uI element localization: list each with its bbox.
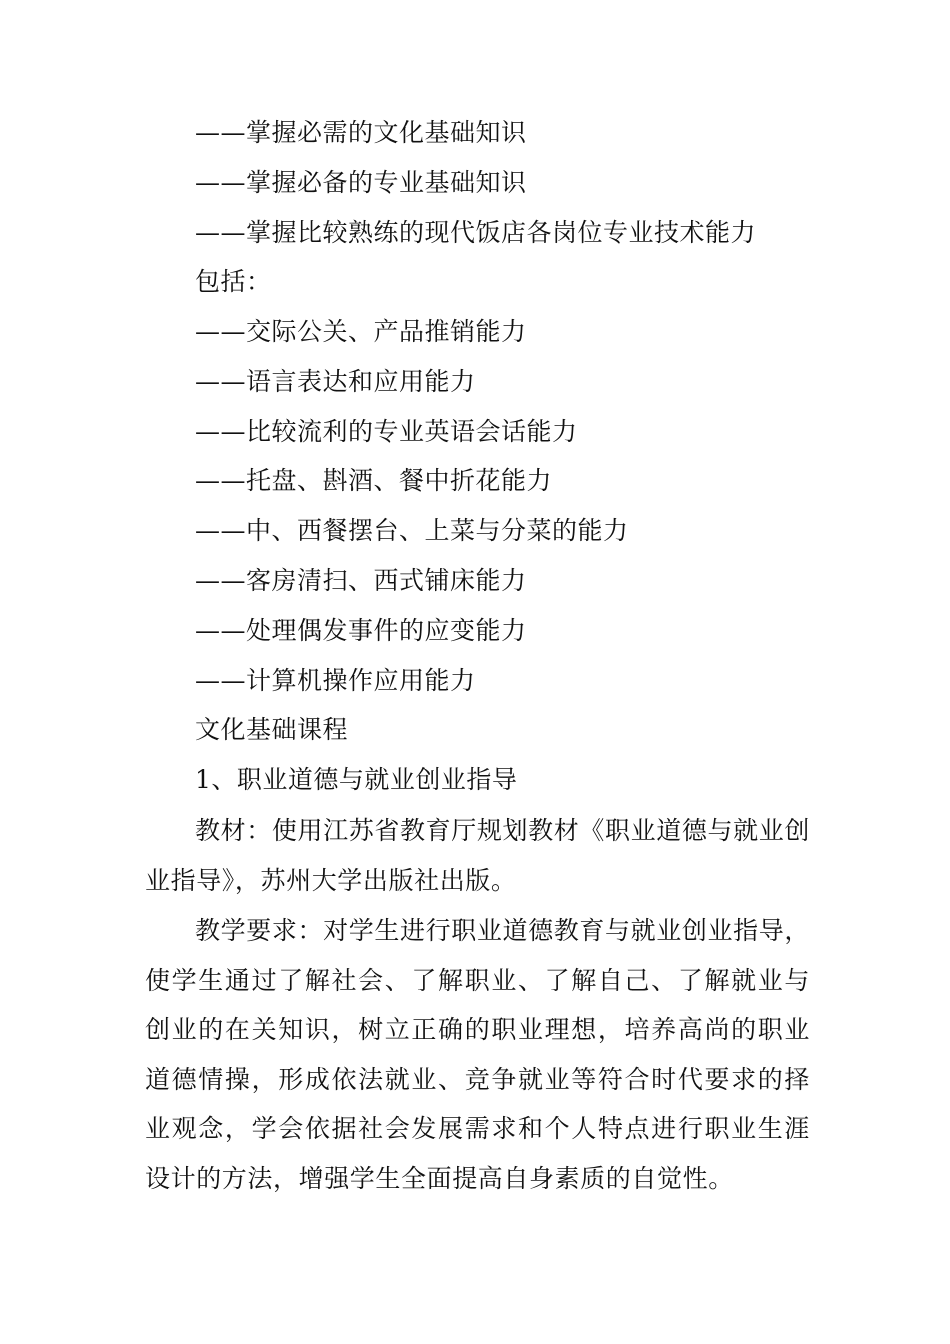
list-item: ——比较流利的专业英语会话能力: [195, 417, 578, 446]
textbook-paragraph: 教材：使用江苏省教育厅规划教材《职业道德与就业创业指导》，苏州大学出版社出版。: [145, 816, 810, 895]
list-item: ——计算机操作应用能力: [195, 666, 476, 695]
list-item: ——掌握必需的文化基础知识: [195, 118, 527, 147]
list-item: ——客房清扫、西式铺床能力: [195, 566, 527, 595]
teaching-requirements-paragraph: 教学要求：对学生进行职业道德教育与就业创业指导，使学生通过了解社会、了解职业、了解自己、了解就业与创业的在关知识，树立正确的职业理想，培养高尚的职业道德情操，形成依法就业、竞争就业等符合时代要求的择业观念，学会依据社会发展需求和个人特点进行职业生涯设计的方法，增强学生全面提高自身素质的自觉性。: [145, 916, 810, 1193]
list-item: ——掌握必备的专业基础知识: [195, 168, 527, 197]
subsection-heading: 1、职业道德与就业创业指导: [195, 765, 518, 794]
list-item: ——掌握比较熟练的现代饭店各岗位专业技术能力: [195, 218, 757, 247]
section-heading: 文化基础课程: [195, 715, 349, 744]
list-item: ——交际公关、产品推销能力: [195, 317, 527, 346]
list-item: ——托盘、斟酒、餐中折花能力: [195, 466, 553, 495]
list-item: ——中、西餐摆台、上菜与分菜的能力: [195, 516, 629, 545]
list-item: ——语言表达和应用能力: [195, 367, 476, 396]
list-item: ——处理偶发事件的应变能力: [195, 616, 527, 645]
list-intro: 包括：: [195, 267, 272, 296]
